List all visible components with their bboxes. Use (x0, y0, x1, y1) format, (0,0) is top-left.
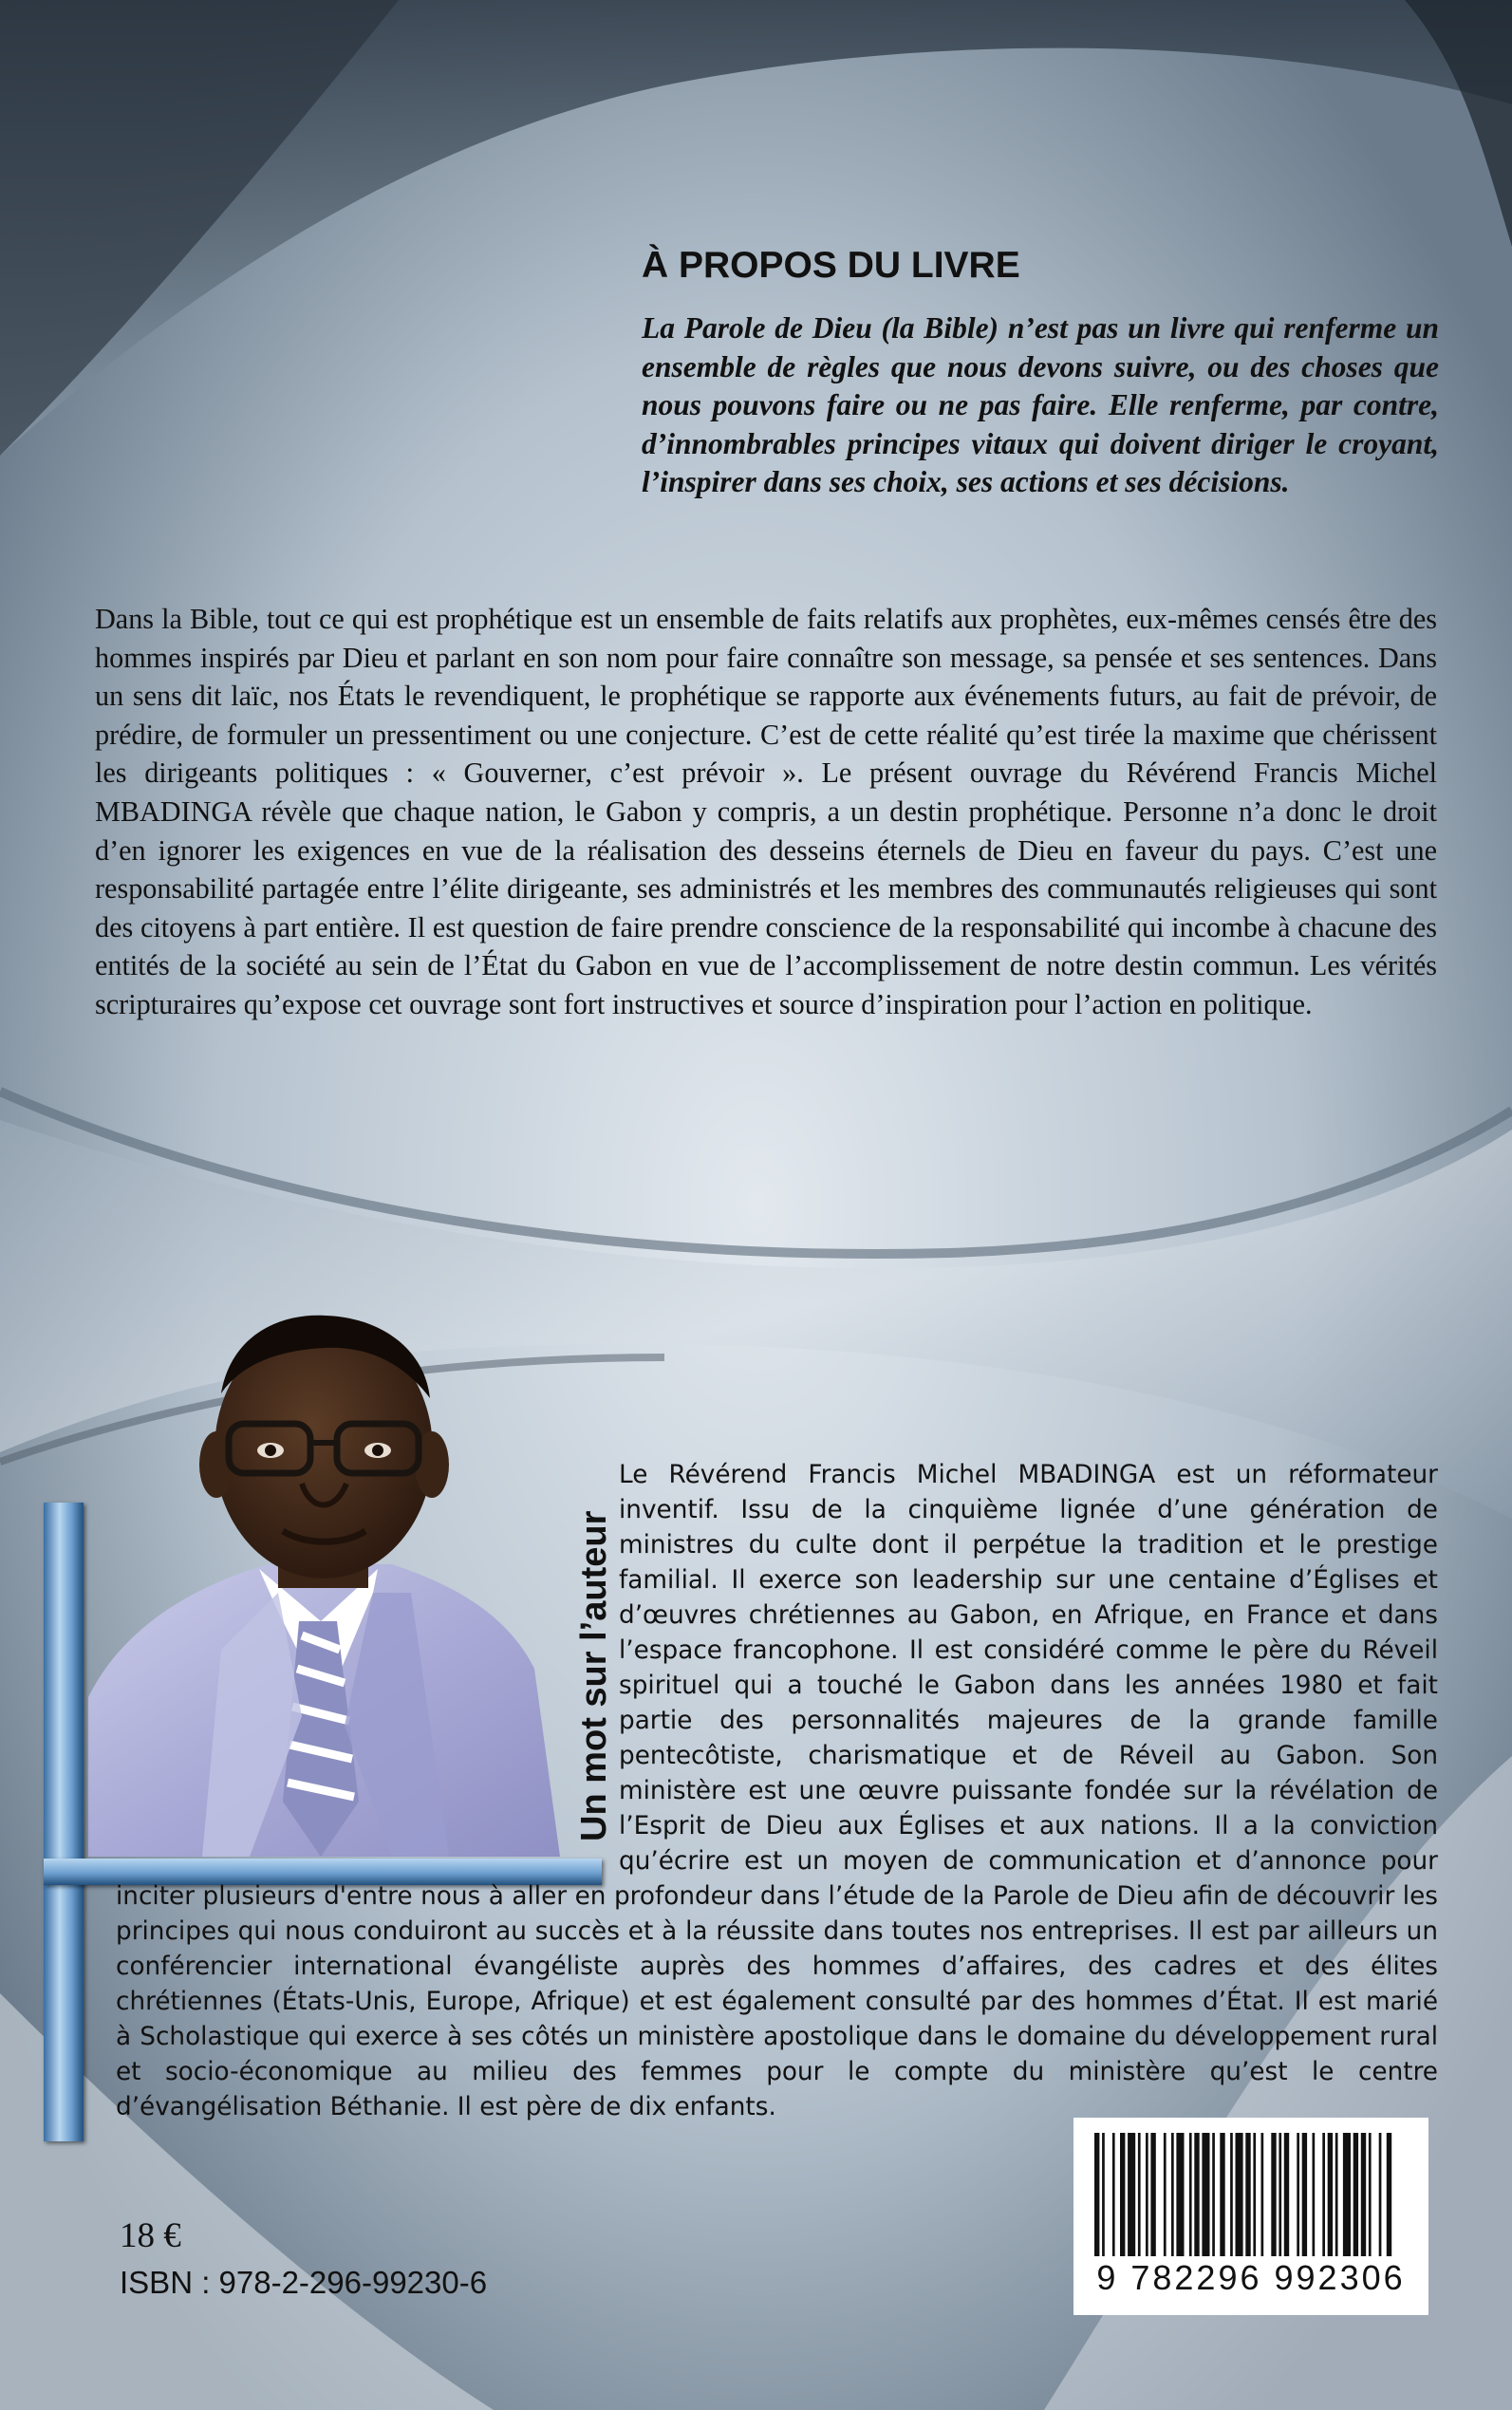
about-heading: À PROPOS DU LIVRE (642, 245, 1020, 286)
decorative-cross-vertical (44, 1503, 84, 2141)
author-section-label: Un mot sur l’auteur (574, 1510, 614, 1841)
barcode-bar (1194, 2133, 1199, 2256)
barcode-bar (1361, 2133, 1366, 2256)
barcode-bar (1128, 2133, 1135, 2256)
barcode-bar (1369, 2133, 1372, 2256)
barcode-bar (1094, 2133, 1099, 2256)
barcode-bar (1245, 2133, 1250, 2256)
barcode-bar (1313, 2133, 1316, 2256)
barcode-bar (1302, 2133, 1307, 2256)
barcode-bar (1220, 2133, 1224, 2256)
about-intro: La Parole de Dieu (la Bible) n’est pas un livre qui renferme un ensemble de règles que nous devons suivre, ou des choses que nous pouvons faire ou ne pas faire. Elle renferme, par contre, d’innombrables principes vitaux qui doivent diriger le croyant, l’inspirer dans ses choix, ses actions et ses décisions. (642, 311, 1439, 499)
barcode-bar (1328, 2133, 1333, 2256)
barcode-bar (1138, 2133, 1141, 2256)
barcode-bar (1284, 2133, 1289, 2256)
barcode-bar (1353, 2133, 1358, 2256)
barcode (1073, 2118, 1428, 2315)
barcode-bar (1120, 2133, 1125, 2256)
barcode-digits: 9 782296 992306 (1096, 2258, 1406, 2297)
barcode-bar (1212, 2133, 1215, 2256)
bio-wrap-spacer (116, 1458, 619, 1878)
barcode-bar (1112, 2133, 1115, 2256)
barcode-bar (1379, 2133, 1382, 2256)
price: 18 € (120, 2216, 181, 2255)
barcode-bar (1102, 2133, 1105, 2256)
author-bio-text: Le Révérend Francis Michel MBADINGA est un réformateur inventif. Issu de la cinquième lignée d’une génération de ministres du culte dont il perpétue la tradition et le prestige familial. Il exerce son leadership sur une centaine d’Églises et d’œuvres chrétiennes au Gabon, en Afrique, en France et dans l’espace francophone. Il est considéré comme le père du Réveil spirituel qui a touché le Gabon dans les années 1980 et fait partie des personnalités majeures de la grande famille pentecôtiste, charismatique et de Réveil au Gabon. Son ministère est une œuvre puissante fondée sur la révélation de l’Esprit de Dieu aux Églises et aux nations. Il a la conviction qu’écrire est un moyen de communication et d’annonce pour inciter plusieurs d'entre nous à aller en profondeur dans l’étude de la Parole de Dieu afin de découvrir les principes qui nous conduiront au succès et à la réussite dans toutes nos entreprises. Il est par ailleurs un conférencier international évangéliste auprès des hommes d’affaires, des cadres et des élites chrétiennes (États-Unis, Europe, Afrique) et est également consulté par des hommes d’État. Il est marié à Scholastique qui exerce à ses côtés un ministère apostolique dans le domaine du développement rural et socio-économique au milieu des femmes pour le compte du ministère qu’est le centre d’évangélisation Béthanie. Il est père de dix enfants. (116, 1461, 1438, 2121)
barcode-bar (1261, 2133, 1264, 2256)
barcode-bar (1202, 2133, 1209, 2256)
barcode-bar (1230, 2133, 1233, 2256)
barcode-bar (1164, 2133, 1167, 2256)
barcode-bar (1189, 2133, 1192, 2256)
barcode-bar (1171, 2133, 1174, 2256)
barcode-bar (1335, 2133, 1338, 2256)
barcode-bar (1297, 2133, 1299, 2256)
about-body: Dans la Bible, tout ce qui est prophétique est un ensemble de faits relatifs aux prophètes, eux-mêmes censés être des hommes inspirés par Dieu et parlant en son nom pour faire connaître son message, sa pensée et ses sentences. Dans un sens dit laïc, nos États le revendiquent, le prophétique se rapporte aux événements futurs, au fait de prévoir, de prédire, de formuler un pressentiment ou une conjecture. C’est de cette réalité qu’est tirée la maxime que chérissent les dirigeants politiques : « Gouverner, c’est prévoir ». Le présent ouvrage du Révérend Francis Michel MBADINGA révèle que chaque nation, le Gabon y compris, a un destin prophétique. Personne n’a donc le droit d’en ignorer les exigences en vue de la réalisation des desseins éternels de Dieu en faveur du pays. C’est une responsabilité partagée entre l’élite dirigeante, ses administrés et les membres des communautés religieuses qui sont des citoyens à part entière. Il est question de faire prendre conscience de la responsabilité qui incombe à chacune des entités de la société au sein de l’État du Gabon en vue de l’accomplissement de notre destin commun. Les vérités scripturaires qu’expose cet ouvrage sont fort instructives et source d’inspiration pour l’action en politique. (95, 603, 1437, 1020)
barcode-bar (1253, 2133, 1256, 2256)
barcode-bar (1236, 2133, 1243, 2256)
author-bio (116, 1458, 1438, 2125)
barcode-bar (1146, 2133, 1148, 2256)
barcode-bar (1322, 2133, 1325, 2256)
barcode-bar (1387, 2133, 1391, 2256)
barcode-bar (1271, 2133, 1276, 2256)
barcode-bar (1176, 2133, 1184, 2256)
barcode-bar (1279, 2133, 1281, 2256)
isbn: ISBN : 978-2-296-99230-6 (120, 2265, 488, 2300)
barcode-bar (1150, 2133, 1155, 2256)
barcode-bar (1343, 2133, 1351, 2256)
